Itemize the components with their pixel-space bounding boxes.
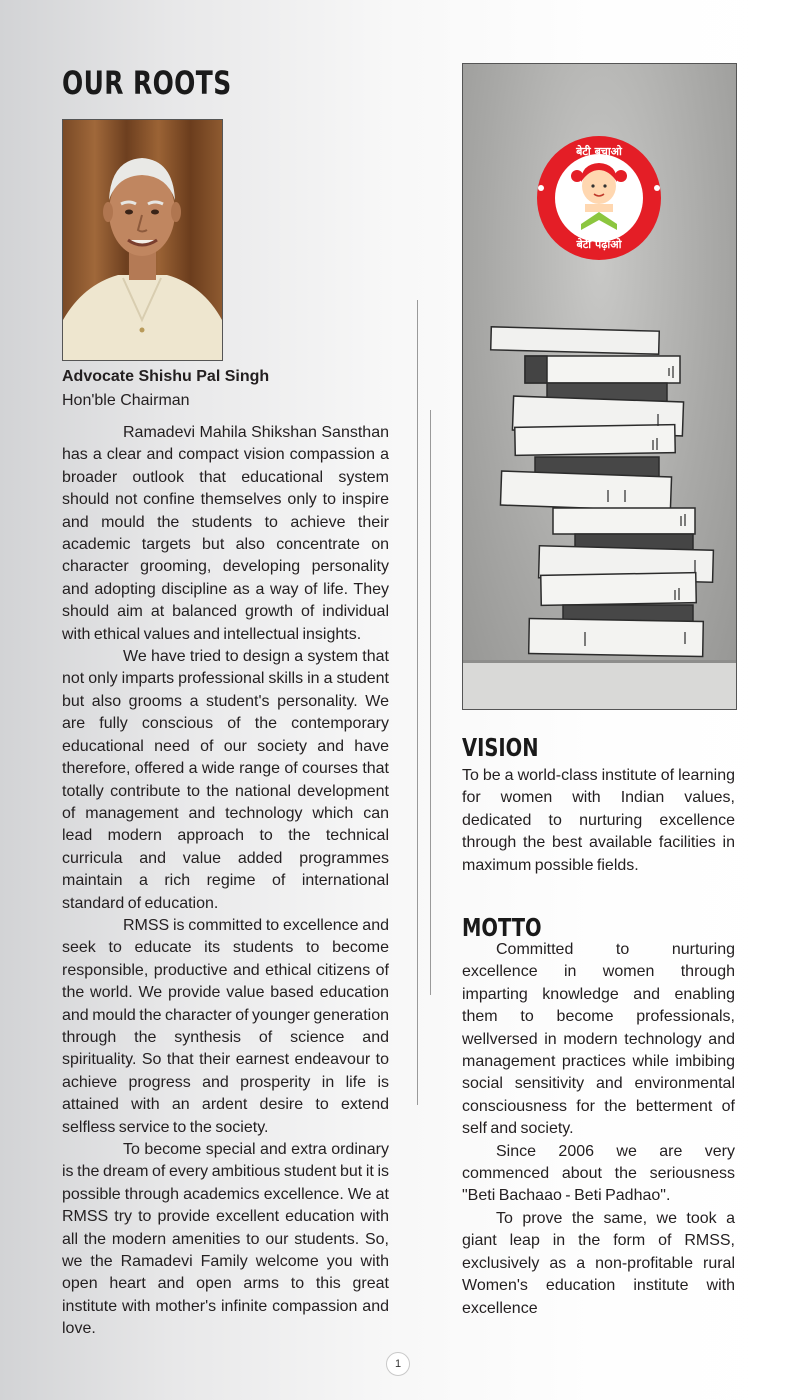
page-number: 1 <box>386 1352 410 1376</box>
motto-heading: MOTTO <box>462 913 542 942</box>
motto-paragraph-3: To prove the same, we took a giant leap in the form of RMSS, exclusively as a non-profitable rural Women's education institute with excellence <box>462 1209 735 1317</box>
chairman-portrait-image <box>63 120 222 360</box>
column-divider-inner <box>430 410 431 995</box>
books-stack-illustration <box>463 64 736 709</box>
motto-paragraph-2: Since 2006 we are very commenced about the seriousness "Beti Bachaao - Beti Padhao". <box>462 1142 735 1205</box>
logo-top-text: बेटी बचाओ <box>576 145 622 158</box>
chairman-title: Hon'ble Chairman <box>62 392 190 409</box>
page-title: OUR ROOTS <box>62 64 232 102</box>
motto-text <box>462 939 735 1320</box>
chairman-name: Advocate Shishu Pal Singh <box>62 368 270 385</box>
roots-paragraph-3: RMSS is committed to excellence and seek to educate its students to become responsible, productive and ethical citizens of the world. We provide value based education and mould the character of younger generation through the synthesis of science and spirituality. So that their earnest endeavour to achieve progress and prosperity in life is attained with an ardent desire to extend selfless service to the society. <box>62 916 389 1136</box>
roots-paragraph-4: To become special and extra ordinary is the dream of every ambitious student but it is possible through academics excellence. We at RMSS try to provide excellent education with all the modern amenities to our students. So, we the Ramadevi Family welcome you with open heart and open arms to this great institute with mother's infinite compassion and love. <box>62 1141 389 1338</box>
column-divider <box>417 300 418 1105</box>
vision-paragraph: To be a world-class institute of learning for women with Indian values, dedicated to nurturing excellence through the best available facilities in maximum possible fields. <box>462 767 735 874</box>
logo-bottom-text: बेटी पढ़ाओ <box>576 238 622 251</box>
beti-bachao-poster <box>462 63 737 710</box>
roots-paragraph-2: We have tried to design a system that not only imparts professional skills in a student but also grooms a student's personality. We are fully conscious of the contemporary educational need of our society and have therefore, offered a wide range of courses that totally contribute to the national development of management and technology which can lead modern approach to the technical curricula and value added programmes maintain a rich regime of international standard of education. <box>62 648 389 912</box>
vision-text <box>462 765 735 877</box>
chairman-photo <box>62 119 223 361</box>
vision-heading: VISION <box>462 733 539 762</box>
roots-text <box>62 422 389 1341</box>
roots-paragraph-1: Ramadevi Mahila Shikshan Sansthan has a clear and compact vision compassion a broader outlook that educational system should not confine themselves only to inspire and mould the students to achieve their academic targets but also concentrate on character grooming, developing personality and adopting discipline as a way of life. They should aim at balanced growth of individual with ethical values and intellectual insights. <box>62 424 389 643</box>
motto-paragraph-1: Committed to nurturing excellence in women through imparting knowledge and enabling them to become professionals, wellversed in modern technology and management practices while imbibing social sensitivity and environmental consciousness for the betterment of self and society. <box>462 941 735 1138</box>
